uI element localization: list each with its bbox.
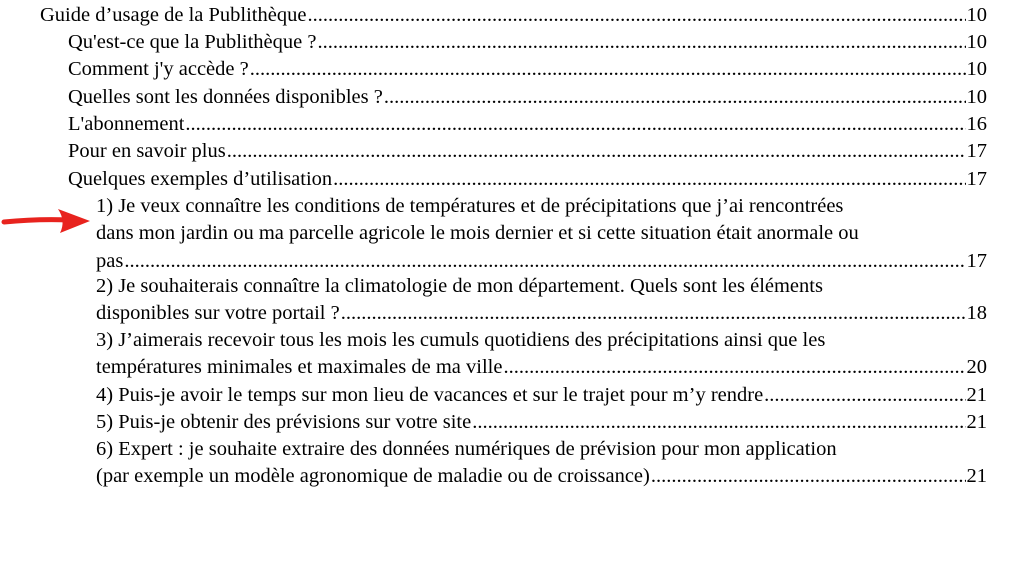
toc-entry-title-line: températures minimales et maximales de ma ville <box>96 356 503 379</box>
toc-page-number: 17 <box>966 140 987 162</box>
dot-leader <box>651 463 966 490</box>
toc-page-number: 21 <box>966 384 987 406</box>
toc-entry-savoir-plus[interactable] <box>68 138 987 165</box>
toc-page-number: 18 <box>966 302 987 325</box>
dot-leader <box>185 111 965 138</box>
toc-entry-donnees[interactable] <box>68 84 987 111</box>
dot-leader <box>307 2 965 29</box>
toc-entry-title-line: disponibles sur votre portail ? <box>96 302 340 325</box>
toc-page-number: 10 <box>966 86 987 108</box>
toc-entry-title: Comment j'y accède ? <box>68 58 249 80</box>
toc-entry-exemple-2[interactable] <box>96 273 987 328</box>
toc-entry-title: Quelques exemples d’utilisation <box>68 168 333 190</box>
toc-page-number: 16 <box>966 113 987 135</box>
dot-leader <box>250 56 966 83</box>
toc-entry-title: 4) Puis-je avoir le temps sur mon lieu de vacances et sur le trajet pour m’y rendre <box>96 384 764 406</box>
dot-leader <box>472 409 965 436</box>
dot-leader <box>503 354 965 381</box>
toc-page-number: 20 <box>966 356 987 379</box>
toc-entry-title-line: (par exemple un modèle agronomique de maladie ou de croissance) <box>96 465 650 488</box>
toc-entry-title-line: 3) J’aimerais recevoir tous les mois les cumuls quotidiens des précipitations ainsi que les <box>96 329 826 351</box>
dot-leader <box>333 166 965 193</box>
toc-entry-title: Qu'est-ce que la Publithèque ? <box>68 31 317 53</box>
dot-leader <box>764 382 965 409</box>
red-hand-drawn-arrow-icon <box>0 203 96 239</box>
toc-entry-title-line: dans mon jardin ou ma parcelle agricole le mois dernier et si cette situation était anormale ou <box>96 222 859 245</box>
toc-entry-title: L'abonnement <box>68 113 185 135</box>
toc-entry-title-line: 6) Expert : je souhaite extraire des données numériques de prévision pour mon application <box>96 438 837 460</box>
toc-entry-title-line: pas <box>96 249 124 272</box>
toc-entry-title-line: 1) Je veux connaître les conditions de températures et de précipitations que j’ai rencontrées <box>96 195 844 217</box>
toc-entry-exemple-5[interactable] <box>96 409 987 436</box>
dot-leader <box>341 300 966 327</box>
toc-page-number: 10 <box>966 58 987 80</box>
toc-entry-title: Quelles sont les données disponibles ? <box>68 86 383 108</box>
dot-leader <box>124 248 965 275</box>
dot-leader <box>317 29 965 56</box>
toc-page-number: 21 <box>966 465 987 488</box>
toc-entry-publitheque[interactable] <box>68 29 987 56</box>
toc-entry-title: 5) Puis-je obtenir des prévisions sur votre site <box>96 411 472 433</box>
toc-entry-exemple-6[interactable] <box>96 436 987 491</box>
toc-page-number: 21 <box>966 411 987 433</box>
dot-leader <box>384 84 966 111</box>
toc-page-number: 17 <box>966 249 987 272</box>
toc-page-number: 10 <box>966 4 987 26</box>
toc-entry-acces[interactable] <box>68 56 987 83</box>
toc-entry-title-line: 2) Je souhaiterais connaître la climatologie de mon département. Quels sont les éléments <box>96 275 823 297</box>
toc-page-number: 10 <box>966 31 987 53</box>
toc-entry-abonnement[interactable] <box>68 111 987 138</box>
toc-entry-exemple-1[interactable] <box>96 193 987 275</box>
toc-page-number: 17 <box>966 168 987 190</box>
toc-entry-exemple-3[interactable] <box>96 327 987 382</box>
toc-entry-title: Guide d’usage de la Publithèque <box>40 4 307 26</box>
toc-entry-title: Pour en savoir plus <box>68 140 226 162</box>
toc-entry-guide[interactable] <box>40 2 987 29</box>
toc-entry-exemples[interactable] <box>68 166 987 193</box>
dot-leader <box>227 138 966 165</box>
toc-entry-exemple-4[interactable] <box>96 382 987 409</box>
